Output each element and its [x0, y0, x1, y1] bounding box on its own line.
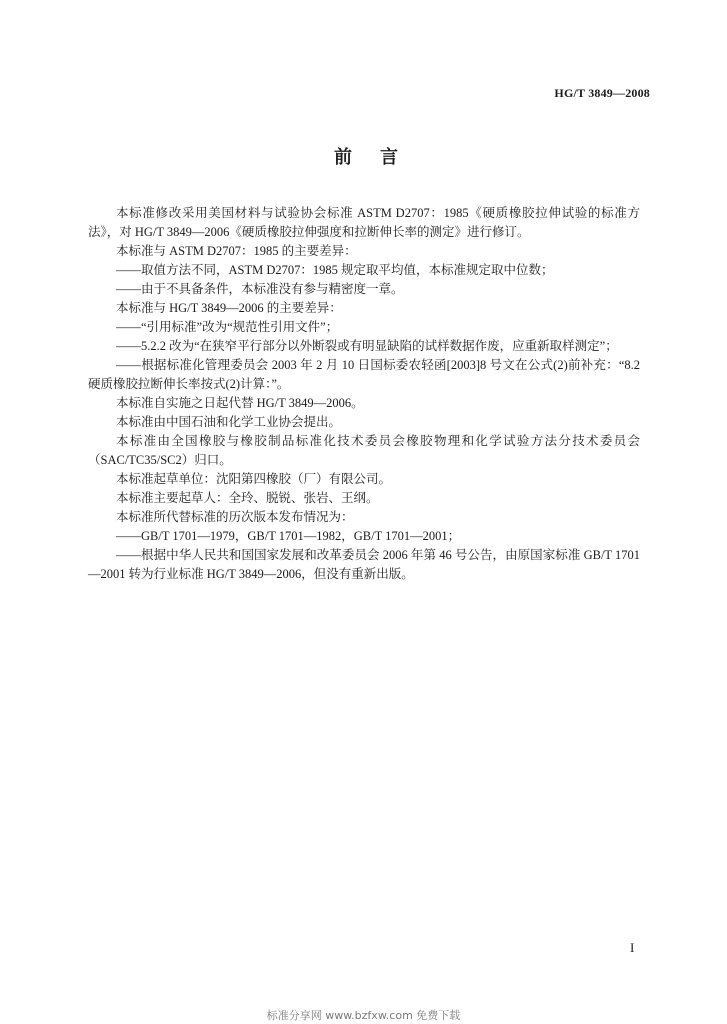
paragraph-drafters: 本标准主要起草人：全玲、脱锐、张岩、王纲。 [116, 491, 379, 505]
list-item-hgt-difference: ——根据标准化管理委员会 2003 年 2 月 10 日国标委农轻函[2003]8 号文在公式(2)前补充：“8.2 硬质橡胶拉断伸长率按式(2)计算：”。 [88, 358, 640, 391]
list-item-history: ——GB/T 1701—1979，GB/T 1701—1982，GB/T 1701—2001； [116, 529, 461, 543]
paragraph-history-heading: 本标准所代替标准的历次版本发布情况为： [116, 510, 354, 524]
paragraph-hgt-differences-heading: 本标准与 HG/T 3849—2006 的主要差异： [116, 301, 342, 315]
paragraph-replacement: 本标准自实施之日起代替 HG/T 3849—2006。 [116, 396, 364, 410]
list-item-astm-difference: ——取值方法不同，ASTM D2707：1985 规定取平均值，本标准规定取中位数； [116, 263, 554, 277]
paragraph-drafting-unit: 本标准起草单位：沈阳第四橡胶（厂）有限公司。 [116, 472, 392, 486]
footer-watermark: 标准分享网 www.bzfxw.com 免费下载 [266, 1009, 461, 1022]
page-title: 前 言 [334, 147, 403, 167]
page-number: I [630, 940, 635, 955]
standard-code-header: HG/T 3849—2008 [554, 86, 650, 100]
list-item-history: ——根据中华人民共和国国家发展和改革委员会 2006 年第 46 号公告，由原国家标准 GB/T 1701—2001 转为行业标准 HG/T 3849—2006，但没有重新出版。 [88, 548, 640, 581]
paragraph-astm-differences-heading: 本标准与 ASTM D2707：1985 的主要差异： [116, 244, 357, 258]
list-item-astm-difference: ——由于不具备条件，本标准没有参与精密度一章。 [116, 282, 404, 296]
foreword-body [88, 204, 640, 584]
paragraph-proposer: 本标准由中国石油和化学工业协会提出。 [116, 415, 342, 429]
list-item-hgt-difference: ——“引用标准”改为“规范性引用文件”； [116, 320, 339, 334]
paragraph-adoption: 本标准修改采用美国材料与试验协会标准 ASTM D2707：1985《硬质橡胶拉伸试验的标准方法》，对 HG/T 3849—2006《硬质橡胶拉伸强度和拉断伸长率的测定》进行修订。 [88, 206, 640, 239]
paragraph-responsible-committee: 本标准由全国橡胶与橡胶制品标准化技术委员会橡胶物理和化学试验方法分技术委员会（SAC/TC35/SC2）归口。 [88, 434, 640, 467]
list-item-hgt-difference: ——5.2.2 改为“在狭窄平行部分以外断裂或有明显缺陷的试样数据作废，应重新取样测定”； [116, 339, 618, 353]
